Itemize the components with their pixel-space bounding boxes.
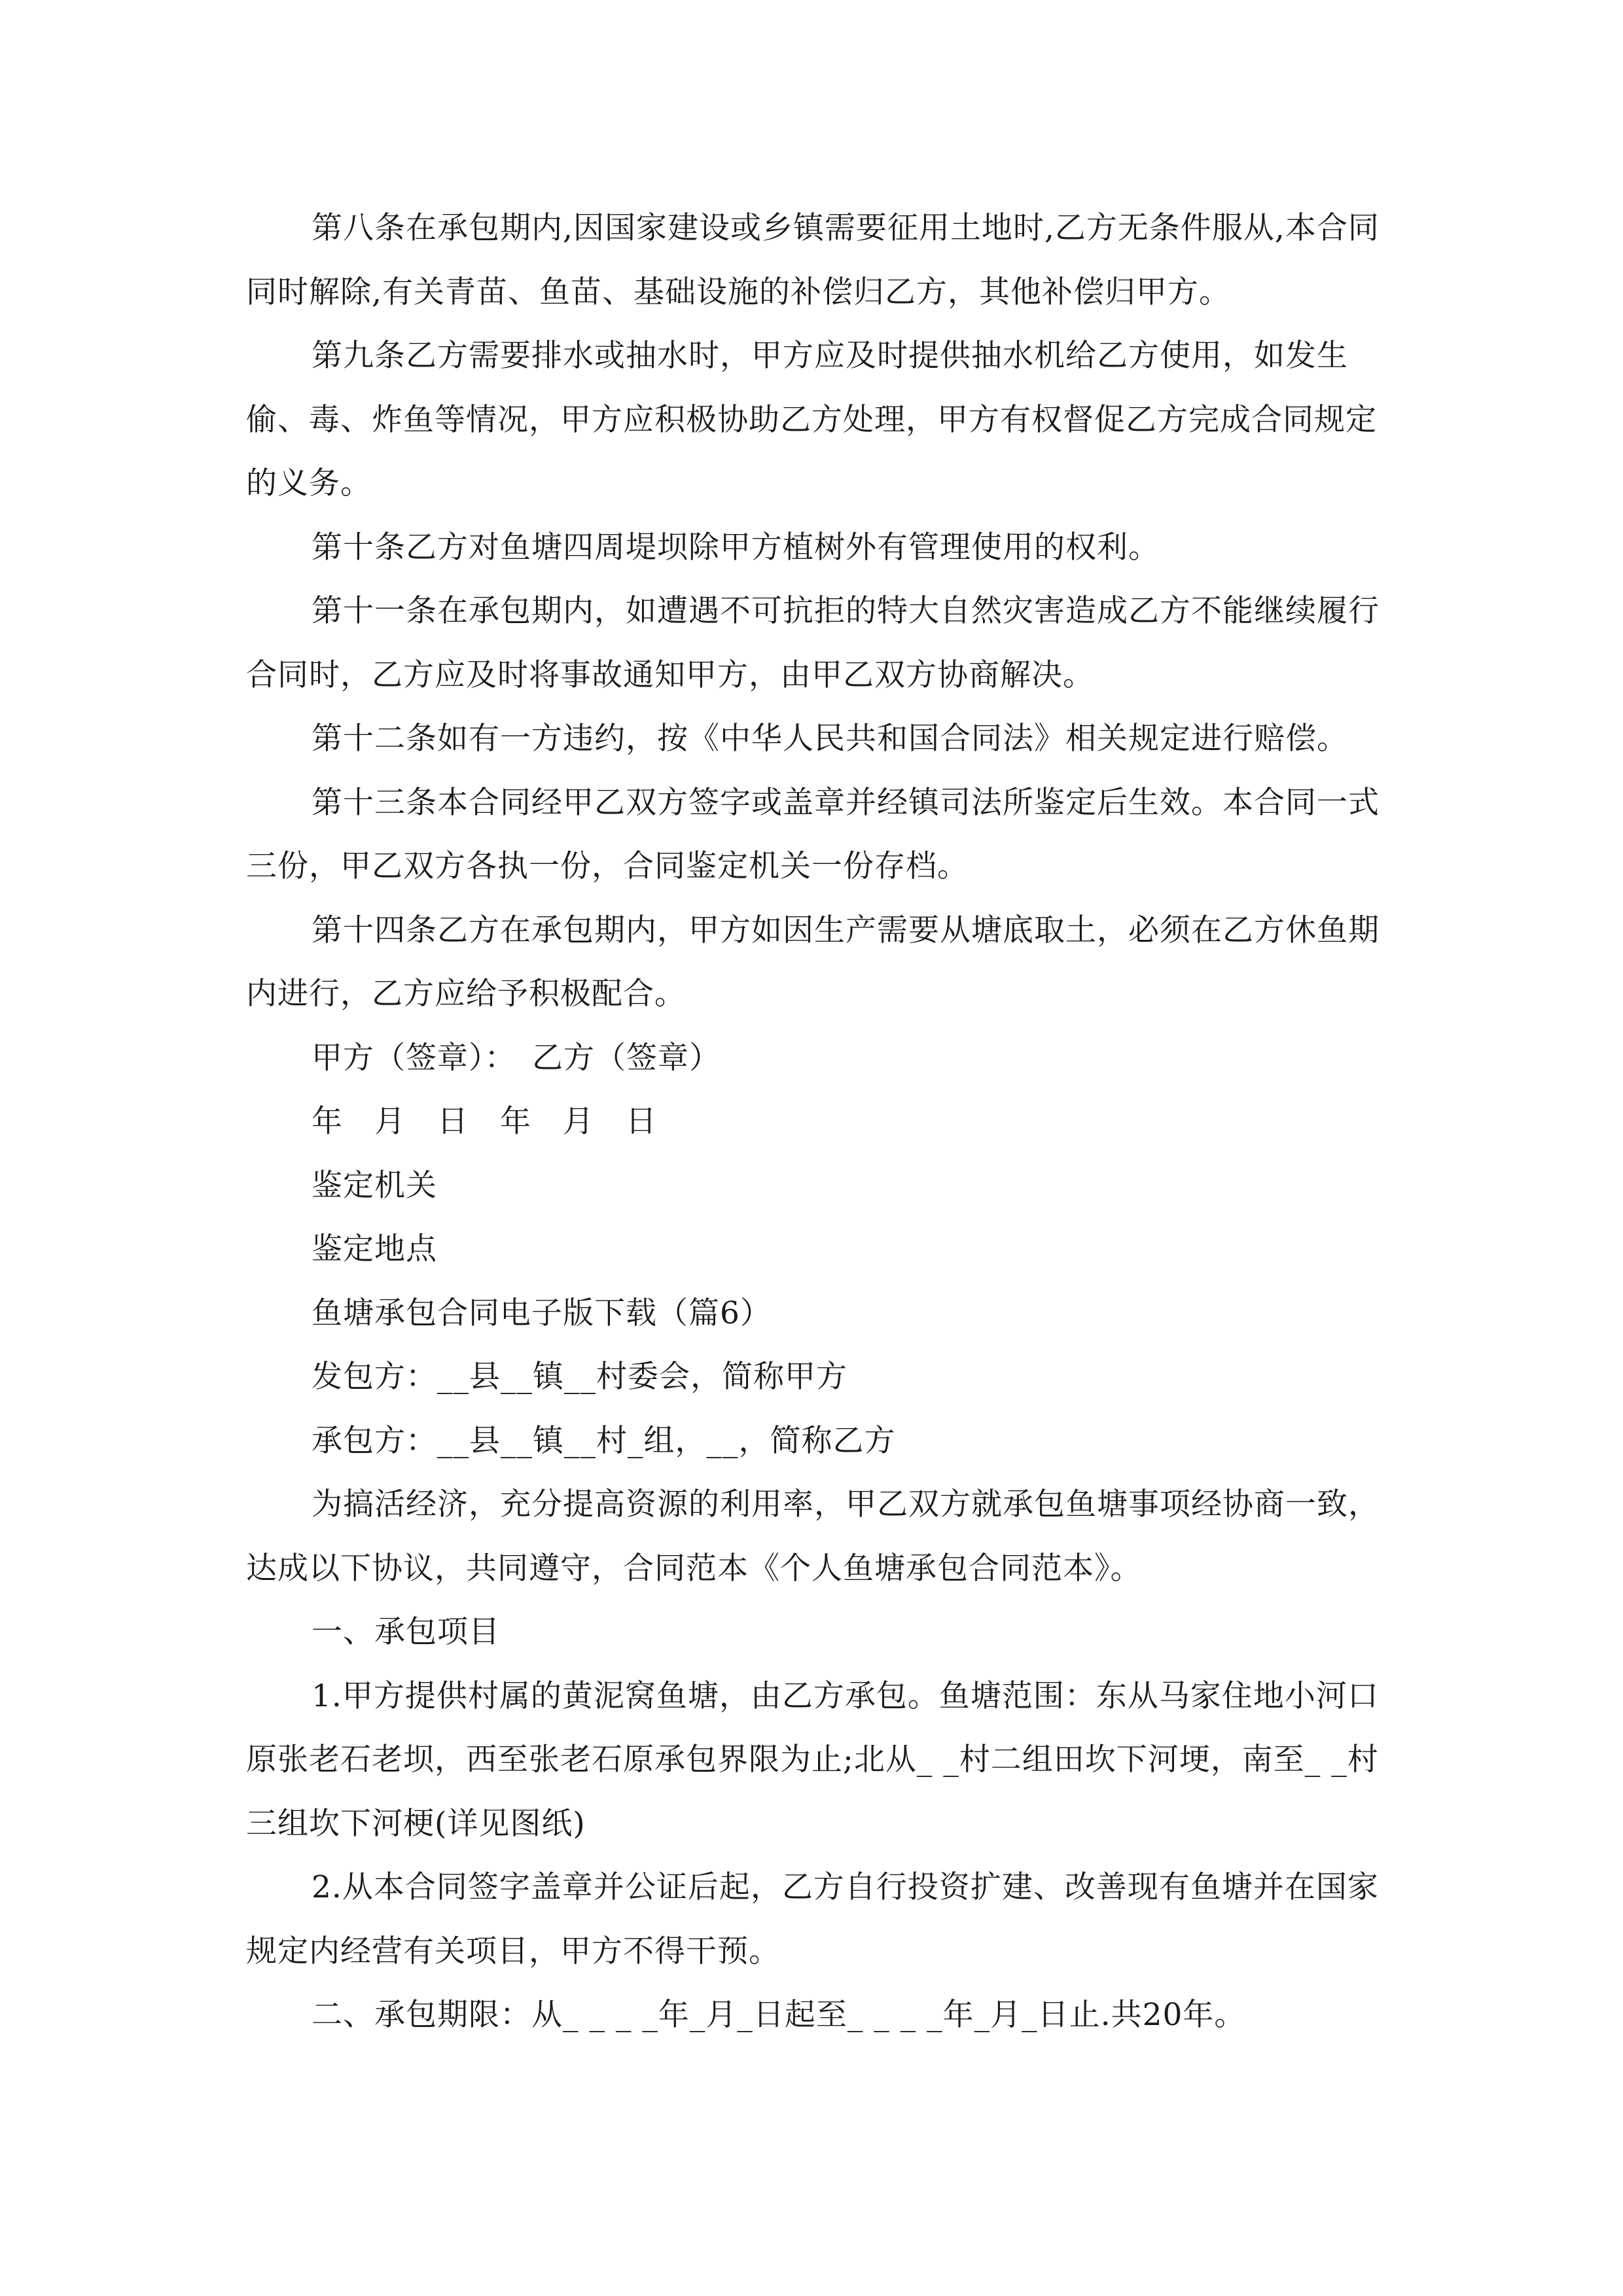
heading-contract-project: 一、承包项目 — [312, 1614, 500, 1650]
authentication-location-line: 鉴定地点 — [312, 1231, 437, 1267]
paragraph-project-item-2: 2.从本合同签字盖章并公证后起，乙方自行投资扩建、改善现有鱼塘并在国家规定内经营有关项目，甲方不得干预。 — [246, 1869, 1379, 1969]
contractor-party-line: 承包方：__县__镇__村_组，__，简称乙方 — [312, 1422, 896, 1459]
paragraph-article-14: 第十四条乙方在承包期内，甲方如因生产需要从塘底取土，必须在乙方休鱼期内进行，乙方应给予积极配合。 — [246, 912, 1380, 1012]
signature-line: 甲方（签章）： 乙方（签章） — [312, 1039, 721, 1076]
preamble-paragraph: 为搞活经济，充分提高资源的利用率，甲乙双方就承包鱼塘事项经协商一致，达成以下协议，共同遵守，合同范本《个人鱼塘承包合同范本》。 — [246, 1486, 1380, 1587]
date-line: 年 月 日 年 月 日 — [312, 1103, 657, 1139]
paragraph-contract-term: 二、承包期限：从_ _ _ _年_月_日起至_ _ _ _年_月_日止.共20年。 — [312, 1997, 1246, 2033]
document-body — [246, 196, 1391, 2047]
paragraph-article-11: 第十一条在承包期内，如遭遇不可抗拒的特大自然灾害造成乙方不能继续履行合同时，乙方应及时将事故通知甲方，由甲乙双方协商解决。 — [246, 593, 1380, 693]
paragraph-project-item-1: 1.甲方提供村属的黄泥窝鱼塘，由乙方承包。鱼塘范围：东从马家住地小河口原张老石老坝，西至张老石原承包界限为止;北从_ _村二组田坎下河埂，南至_ _村三组坎下河梗(详见图纸) — [246, 1677, 1379, 1842]
section-title: 鱼塘承包合同电子版下载（篇6） — [312, 1295, 772, 1331]
paragraph-article-12: 第十二条如有一方违约，按《中华人民共和国合同法》相关规定进行赔偿。 — [312, 721, 1348, 757]
paragraph-article-13: 第十三条本合同经甲乙双方签字或盖章并经镇司法所鉴定后生效。本合同一式三份，甲乙双方各执一份，合同鉴定机关一份存档。 — [246, 784, 1380, 884]
paragraph-article-9: 第九条乙方需要排水或抽水时，甲方应及时提供抽水机给乙方使用，如发生偷、毒、炸鱼等情况，甲方应积极协助乙方处理，甲方有权督促乙方完成合同规定的义务。 — [246, 338, 1377, 501]
authentication-authority-line: 鉴定机关 — [312, 1167, 437, 1204]
contracting-party-line: 发包方：__县__镇__村委会，简称甲方 — [312, 1359, 847, 1395]
paragraph-article-10: 第十条乙方对鱼塘四周堤坝除甲方植树外有管理使用的权利。 — [312, 529, 1160, 565]
paragraph-article-8: 第八条在承包期内,因国家建设或乡镇需要征用土地时,乙方无条件服从,本合同同时解除,有关青苗、鱼苗、基础设施的补偿归乙方，其他补偿归甲方。 — [246, 210, 1380, 310]
